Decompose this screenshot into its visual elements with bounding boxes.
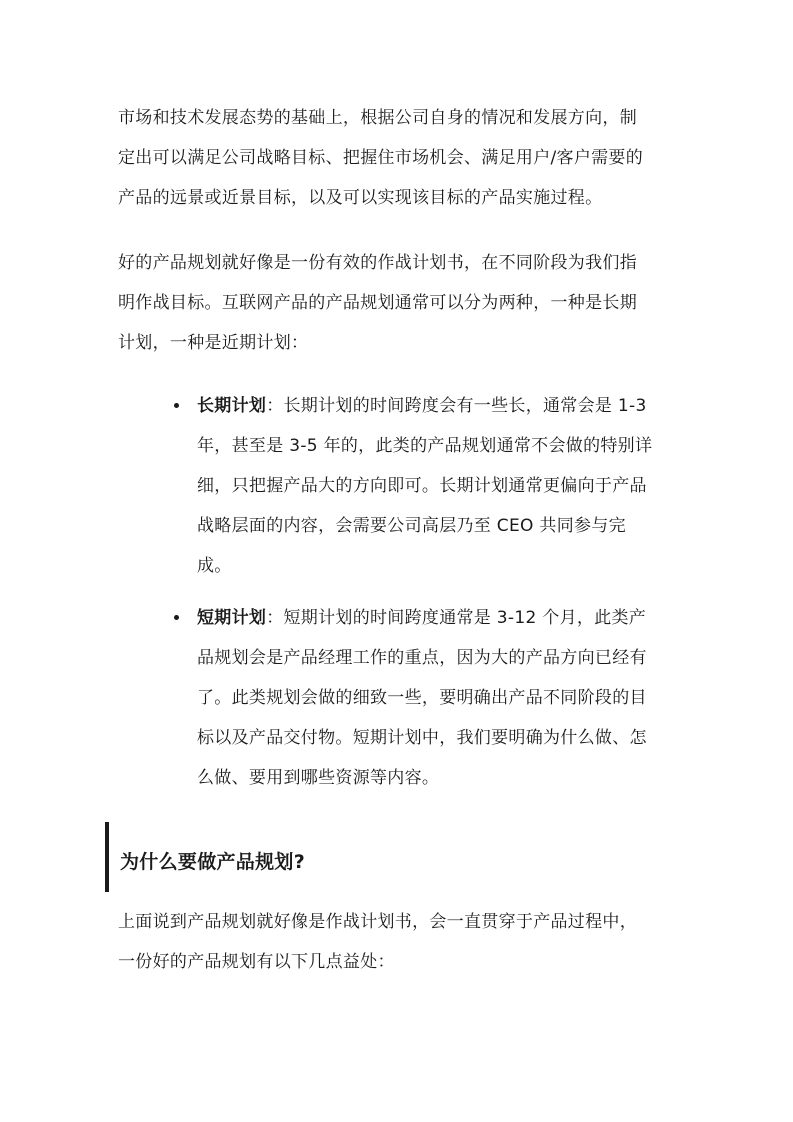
bullet-icon bbox=[174, 403, 179, 408]
list-item-short-term-plan bbox=[170, 598, 680, 798]
section-heading: 为什么要做产品规划? bbox=[120, 851, 306, 873]
bullet-icon bbox=[174, 615, 179, 620]
list-item-line: 么做、要用到哪些资源等内容。 bbox=[197, 768, 440, 788]
plan-list bbox=[170, 386, 680, 798]
paragraph-line: 好的产品规划就好像是一份有效的作战计划书，在不同阶段为我们指 bbox=[118, 253, 637, 273]
paragraph-line: 上面说到产品规划就好像是作战计划书，会一直贯穿于产品过程中， bbox=[118, 912, 637, 932]
list-item-long-term-plan bbox=[170, 386, 680, 586]
list-item-line: 战略层面的内容，会需要公司高层乃至 CEO 共同参与完 bbox=[197, 516, 626, 536]
list-item-first-line bbox=[197, 386, 680, 426]
term-label: 短期计划 bbox=[197, 608, 267, 628]
paragraph-line: 定出可以满足公司战略目标、把握住市场机会、满足用户/客户需要的 bbox=[118, 148, 644, 168]
term-label: 长期计划 bbox=[197, 396, 267, 416]
paragraph-line: 市场和技术发展态势的基础上，根据公司自身的情况和发展方向，制 bbox=[118, 108, 637, 128]
paragraph-line: 计划，一种是近期计划： bbox=[118, 333, 309, 353]
list-item-line: 品规划会是产品经理工作的重点，因为大的产品方向已经有 bbox=[197, 648, 647, 668]
list-item-line: 了。此类规划会做的细致一些，要明确出产品不同阶段的目 bbox=[197, 688, 647, 708]
list-item-line: 细，只把握产品大的方向即可。长期计划通常更偏向于产品 bbox=[197, 476, 647, 496]
list-item-line: 成。 bbox=[197, 556, 232, 576]
closing-paragraph bbox=[118, 902, 674, 982]
list-item-line: 标以及产品交付物。短期计划中，我们要明确为什么做、怎 bbox=[197, 728, 647, 748]
paragraph-line: 产品的远景或近景目标，以及可以实现该目标的产品实施过程。 bbox=[118, 188, 603, 208]
second-paragraph bbox=[118, 243, 674, 363]
term-description: ：短期计划的时间跨度通常是 3-12 个月，此类产 bbox=[266, 608, 647, 628]
intro-paragraph bbox=[118, 98, 674, 218]
list-item-line: 年，甚至是 3-5 年的，此类的产品规划通常不会做的特别详 bbox=[197, 436, 653, 456]
list-item-first-line bbox=[197, 598, 680, 638]
heading-accent-bar bbox=[105, 822, 109, 892]
term-description: ：长期计划的时间跨度会有一些长，通常会是 1-3 bbox=[266, 396, 647, 416]
paragraph-line: 一份好的产品规划有以下几点益处： bbox=[118, 952, 395, 972]
paragraph-line: 明作战目标。互联网产品的产品规划通常可以分为两种，一种是长期 bbox=[118, 293, 637, 313]
